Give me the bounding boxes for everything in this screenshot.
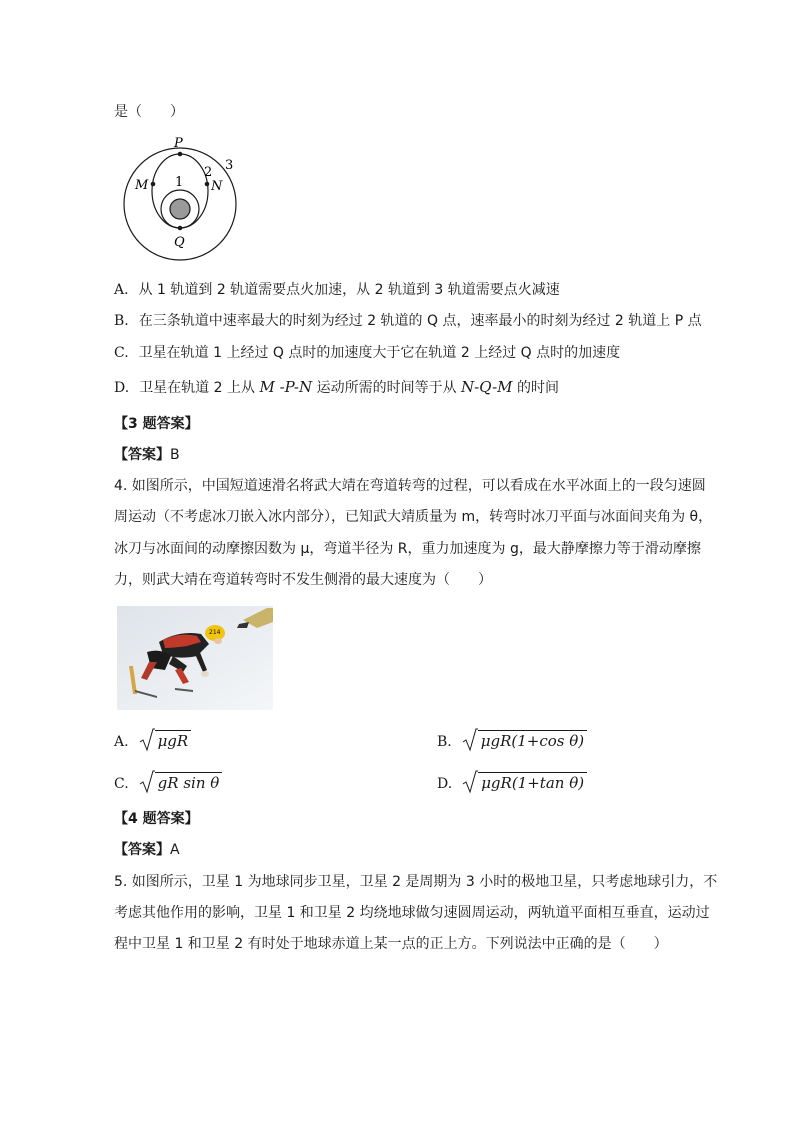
answer-prefix: 【答案】 (114, 447, 170, 463)
q3-option-d[interactable] (114, 377, 559, 398)
radical-sign-icon (139, 770, 155, 794)
option-text: 在三条轨道中速率最大的时刻为经过 2 轨道的 Q 点，速率最小的时刻为经过 2 轨道上 P 点 (138, 313, 702, 329)
speed-skater-image (117, 606, 273, 710)
q4-answer-header: 【4 题答案】 (114, 811, 199, 827)
radical-sign-icon (462, 770, 478, 794)
orbit-diagram (118, 134, 248, 266)
label-q: Q (174, 235, 185, 250)
label-orbit-1: 1 (175, 175, 184, 190)
q3-option-c[interactable] (114, 343, 620, 363)
option-label: A. (114, 282, 129, 298)
option-label: D. (437, 776, 453, 792)
q5-stem-line-3: 程中卫星 1 和卫星 2 有时处于地球赤道上某一点的正上方。下列说法中正确的是（ ） (114, 936, 668, 952)
q4-option-c[interactable] (114, 772, 222, 794)
q3-stem-tail: 是（ ） (114, 104, 184, 120)
q3-answer-header: 【3 题答案】 (114, 416, 199, 432)
radicand: gR sin θ (155, 772, 223, 793)
q5-stem-line-2: 考虑其他作用的影响，卫星 1 和卫星 2 均绕地球做匀速圆周运动，两轨道平面相互垂直，运动过 (114, 905, 710, 921)
label-orbit-2: 2 (204, 165, 213, 180)
label-n: N (211, 179, 223, 194)
q4-option-a[interactable] (114, 730, 191, 752)
option-label: C. (114, 776, 129, 792)
sqrt-expression (139, 730, 192, 752)
option-text: 的时间 (512, 380, 559, 396)
option-text: 卫星在轨道 2 上从 (139, 380, 260, 396)
q4-option-b[interactable] (437, 730, 587, 752)
option-text: 运动所需的时间等于从 (312, 380, 462, 396)
q3-option-b[interactable] (114, 311, 702, 331)
option-label: D. (114, 380, 130, 396)
point-q (178, 226, 183, 231)
radical-sign-icon (462, 728, 478, 752)
sqrt-expression (139, 772, 223, 794)
q4-stem-line-4: 力，则武大靖在弯道转弯时不发生侧滑的最大速度为（ ） (114, 572, 492, 588)
option-label: B. (114, 313, 129, 329)
option-text: 从 1 轨道到 2 轨道需要点火加速，从 2 轨道到 3 轨道需要点火减速 (138, 282, 560, 298)
radicand: μgR (155, 730, 192, 751)
q3-option-a[interactable] (114, 280, 560, 300)
answer-prefix: 【答案】 (114, 842, 170, 858)
point-p (178, 152, 183, 157)
q4-answer (114, 840, 180, 860)
q3-answer (114, 445, 180, 465)
sqrt-expression (462, 730, 587, 752)
radical-sign-icon (139, 728, 155, 752)
radicand: μgR(1+cos θ) (478, 730, 587, 751)
option-math: M -P-N (259, 378, 313, 396)
speed-skater-photo (117, 606, 273, 710)
q4-stem-line-2: 周运动（不考虑冰刀嵌入冰内部分），已知武大靖质量为 m，转弯时冰刀平面与冰面间夹角为 θ， (114, 509, 713, 525)
sqrt-expression (462, 772, 587, 794)
option-label: B. (437, 734, 452, 750)
orbit-diagram-svg (118, 134, 248, 262)
q5-stem-line-1: 5. 如图所示，卫星 1 为地球同步卫星，卫星 2 是周期为 3 小时的极地卫星，只考虑地球引力，不 (114, 874, 718, 890)
earth-icon (170, 199, 190, 219)
q4-stem-line-1: 4. 如图所示，中国短道速滑名将武大靖在弯道转弯的过程，可以看成在水平冰面上的一段匀速圆 (114, 478, 706, 494)
option-math: N-Q-M (461, 378, 513, 396)
q4-stem-line-3: 冰刀与冰面间的动摩擦因数为 μ，弯道半径为 R，重力加速度为 g，最大静摩擦力等于滑动摩擦 (114, 541, 701, 557)
option-text: 卫星在轨道 1 上经过 Q 点时的加速度大于它在轨道 2 上经过 Q 点时的加速度 (138, 345, 621, 361)
q4-option-d[interactable] (437, 772, 587, 794)
option-label: C. (114, 345, 129, 361)
point-m (151, 182, 156, 187)
label-m: M (135, 178, 149, 193)
answer-value: A (170, 842, 180, 858)
radicand: μgR(1+tan θ) (478, 772, 587, 793)
label-orbit-3: 3 (225, 158, 234, 173)
point-n (205, 182, 210, 187)
helmet-number: 214 (209, 629, 221, 636)
answer-value: B (170, 447, 180, 463)
label-p: P (174, 136, 183, 151)
option-label: A. (114, 734, 129, 750)
